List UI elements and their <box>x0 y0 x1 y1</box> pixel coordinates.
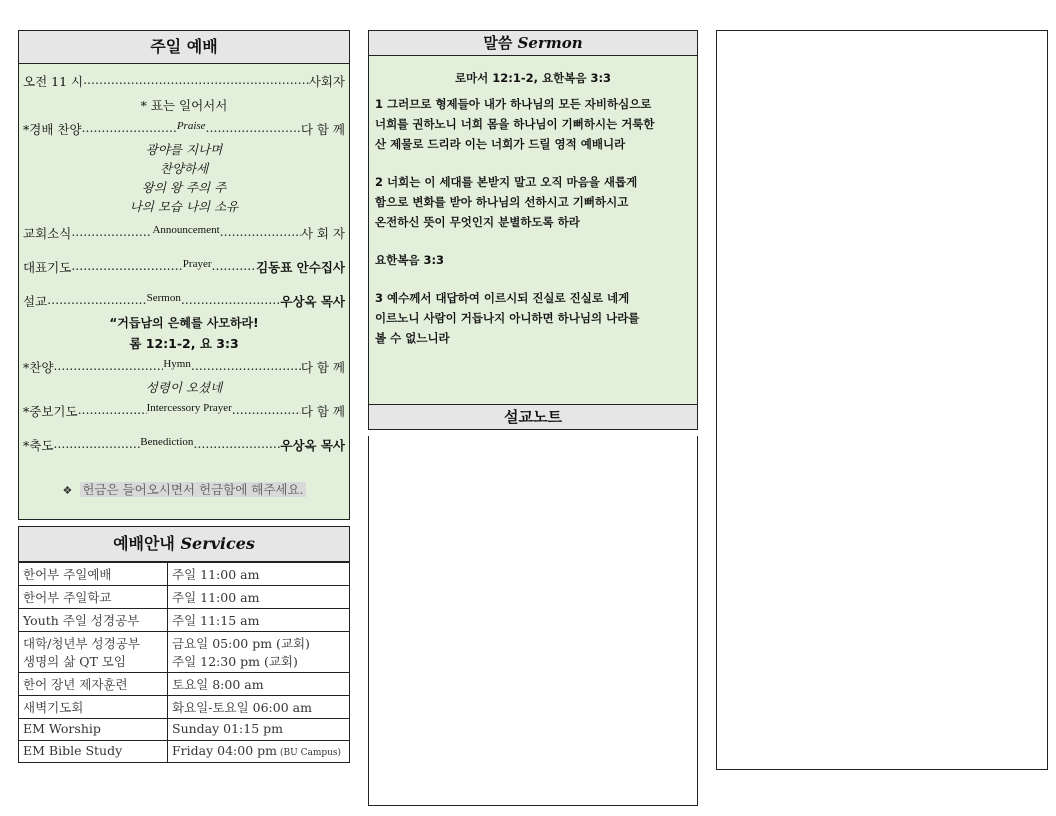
sermon-panel <box>368 30 698 790</box>
service-name: EM Worship <box>19 719 168 741</box>
sermon-reference: 롬 12:1-2, 요 3:3 <box>129 336 239 351</box>
verse-1: 1 그러므로 형제들아 내가 하나님의 모든 자비하심으로 너희를 권하노니 너희 몸을 하나님이 기뻐하시는 거룩한 산 제물로 드리라 이는 너희가 드릴 영적 예배니라 <box>375 97 655 151</box>
order-prayer-row <box>23 258 345 276</box>
intercession-leader: 다 함 께 <box>300 404 345 419</box>
offering-note: ❖ 헌금은 들어오시면서 헌금함에 해주세요. <box>62 482 304 497</box>
order-benediction-row <box>23 436 345 454</box>
sermon-notes-title: 설교노트 <box>368 404 698 430</box>
order-announcement-row <box>23 224 345 242</box>
prayer-english: Prayer <box>182 258 212 270</box>
sermon-title: “거듭남의 은혜를 사모하라! <box>109 316 259 330</box>
announcement-english: Announcement <box>152 224 220 236</box>
song-1: 광야를 지나며 <box>145 142 223 157</box>
service-time: 주일 11:15 am <box>168 609 350 632</box>
hymn-song: 성령이 오셨네 <box>145 380 223 395</box>
service-name: 새벽기도회 <box>19 696 168 719</box>
scripture-reference: 로마서 12:1-2, 요한복음 3:3 <box>454 71 612 85</box>
order-intercession-row <box>23 402 345 420</box>
service-row <box>19 696 350 719</box>
praise-leader: 다 함 께 <box>300 122 346 137</box>
intercession-english: Intercessory Prayer <box>146 402 232 414</box>
sermon-notes-area[interactable] <box>368 436 698 806</box>
blank-panel <box>716 30 1048 770</box>
service-time: 주일 11:00 am <box>168 586 350 609</box>
services-panel <box>18 526 350 790</box>
service-name: 한어부 주일예배 <box>19 563 168 586</box>
service-row <box>19 609 350 632</box>
john-reference: 요한복음 3:3 <box>375 253 445 267</box>
service-time: Sunday 01:15 pm <box>168 719 350 741</box>
order-praise-row <box>23 120 345 138</box>
service-name: 대학/청년부 성경공부 생명의 삶 QT 모임 <box>19 632 168 673</box>
verse-2: 2 너희는 이 세대를 본받지 말고 오직 마음을 새롭게 함으로 변화를 받아 하나님의 선하시고 기뻐하시고 온전하신 뜻이 무엇인지 분별하도록 하라 <box>375 175 638 229</box>
sermon-panel-title: 말씀 Sermon <box>368 30 698 56</box>
service-time: 화요일-토요일 06:00 am <box>168 696 350 719</box>
worship-order <box>18 64 350 520</box>
song-4: 나의 모습 나의 소유 <box>129 199 239 214</box>
order-time-row <box>23 72 345 90</box>
service-time: 금요일 05:00 pm (교회) 주일 12:30 pm (교회) <box>168 632 350 673</box>
services-table <box>18 562 350 763</box>
praise-label: *경배 찬양 <box>23 122 82 137</box>
sermon-english: Sermon <box>146 292 181 304</box>
leader-role: 사회자 <box>308 74 345 89</box>
service-name: 한어 장년 제자훈련 <box>19 673 168 696</box>
verse-3: 3 예수께서 대답하여 이르시되 진실로 진실로 네게 이르노니 사람이 거듭나지 아니하면 하나님의 나라를 볼 수 없느니라 <box>375 291 640 345</box>
service-location: (BU Campus) <box>280 748 342 758</box>
service-time: 오전 11 시 <box>23 74 84 89</box>
standing-note: * 표는 일어서서 <box>140 98 228 113</box>
song-2: 찬양하세 <box>159 161 209 176</box>
service-row <box>19 563 350 586</box>
hymn-leader: 다 함 께 <box>300 360 345 375</box>
service-name: 한어부 주일학교 <box>19 586 168 609</box>
service-time: 주일 11:00 am <box>168 563 350 586</box>
benediction-label: *축도 <box>23 438 54 453</box>
announcement-leader: 사 회 자 <box>300 226 346 241</box>
benediction-english: Benediction <box>140 436 194 448</box>
service-row <box>19 741 350 763</box>
diamond-bullet-icon: ❖ <box>62 484 73 497</box>
prayer-leader: 김동표 안수집사 <box>256 260 345 275</box>
sermon-label: 설교 <box>23 294 48 309</box>
service-row <box>19 632 350 673</box>
service-time: Friday 04:00 pm (BU Campus) <box>168 741 350 763</box>
song-3: 왕의 왕 주의 주 <box>141 180 227 195</box>
worship-panel <box>18 30 350 520</box>
service-name: Youth 주일 성경공부 <box>19 609 168 632</box>
intercession-label: *중보기도 <box>23 404 78 419</box>
order-hymn-row <box>23 358 345 376</box>
scripture-block <box>368 56 698 404</box>
worship-title: 주일 예배 <box>18 30 350 64</box>
hymn-english: Hymn <box>163 358 191 370</box>
prayer-label: 대표기도 <box>23 260 72 275</box>
sermon-preacher: 우상옥 목사 <box>280 294 345 309</box>
praise-english: Praise <box>176 120 206 132</box>
service-name: EM Bible Study <box>19 741 168 763</box>
announcement-label: 교회소식 <box>23 226 72 241</box>
service-row <box>19 719 350 741</box>
order-sermon-row <box>23 292 345 310</box>
benediction-pastor: 우상옥 목사 <box>280 438 346 453</box>
service-row <box>19 673 350 696</box>
services-title: 예배안내 Services <box>18 526 350 562</box>
hymn-label: *찬양 <box>23 360 54 375</box>
service-time: 토요일 8:00 am <box>168 673 350 696</box>
service-row <box>19 586 350 609</box>
